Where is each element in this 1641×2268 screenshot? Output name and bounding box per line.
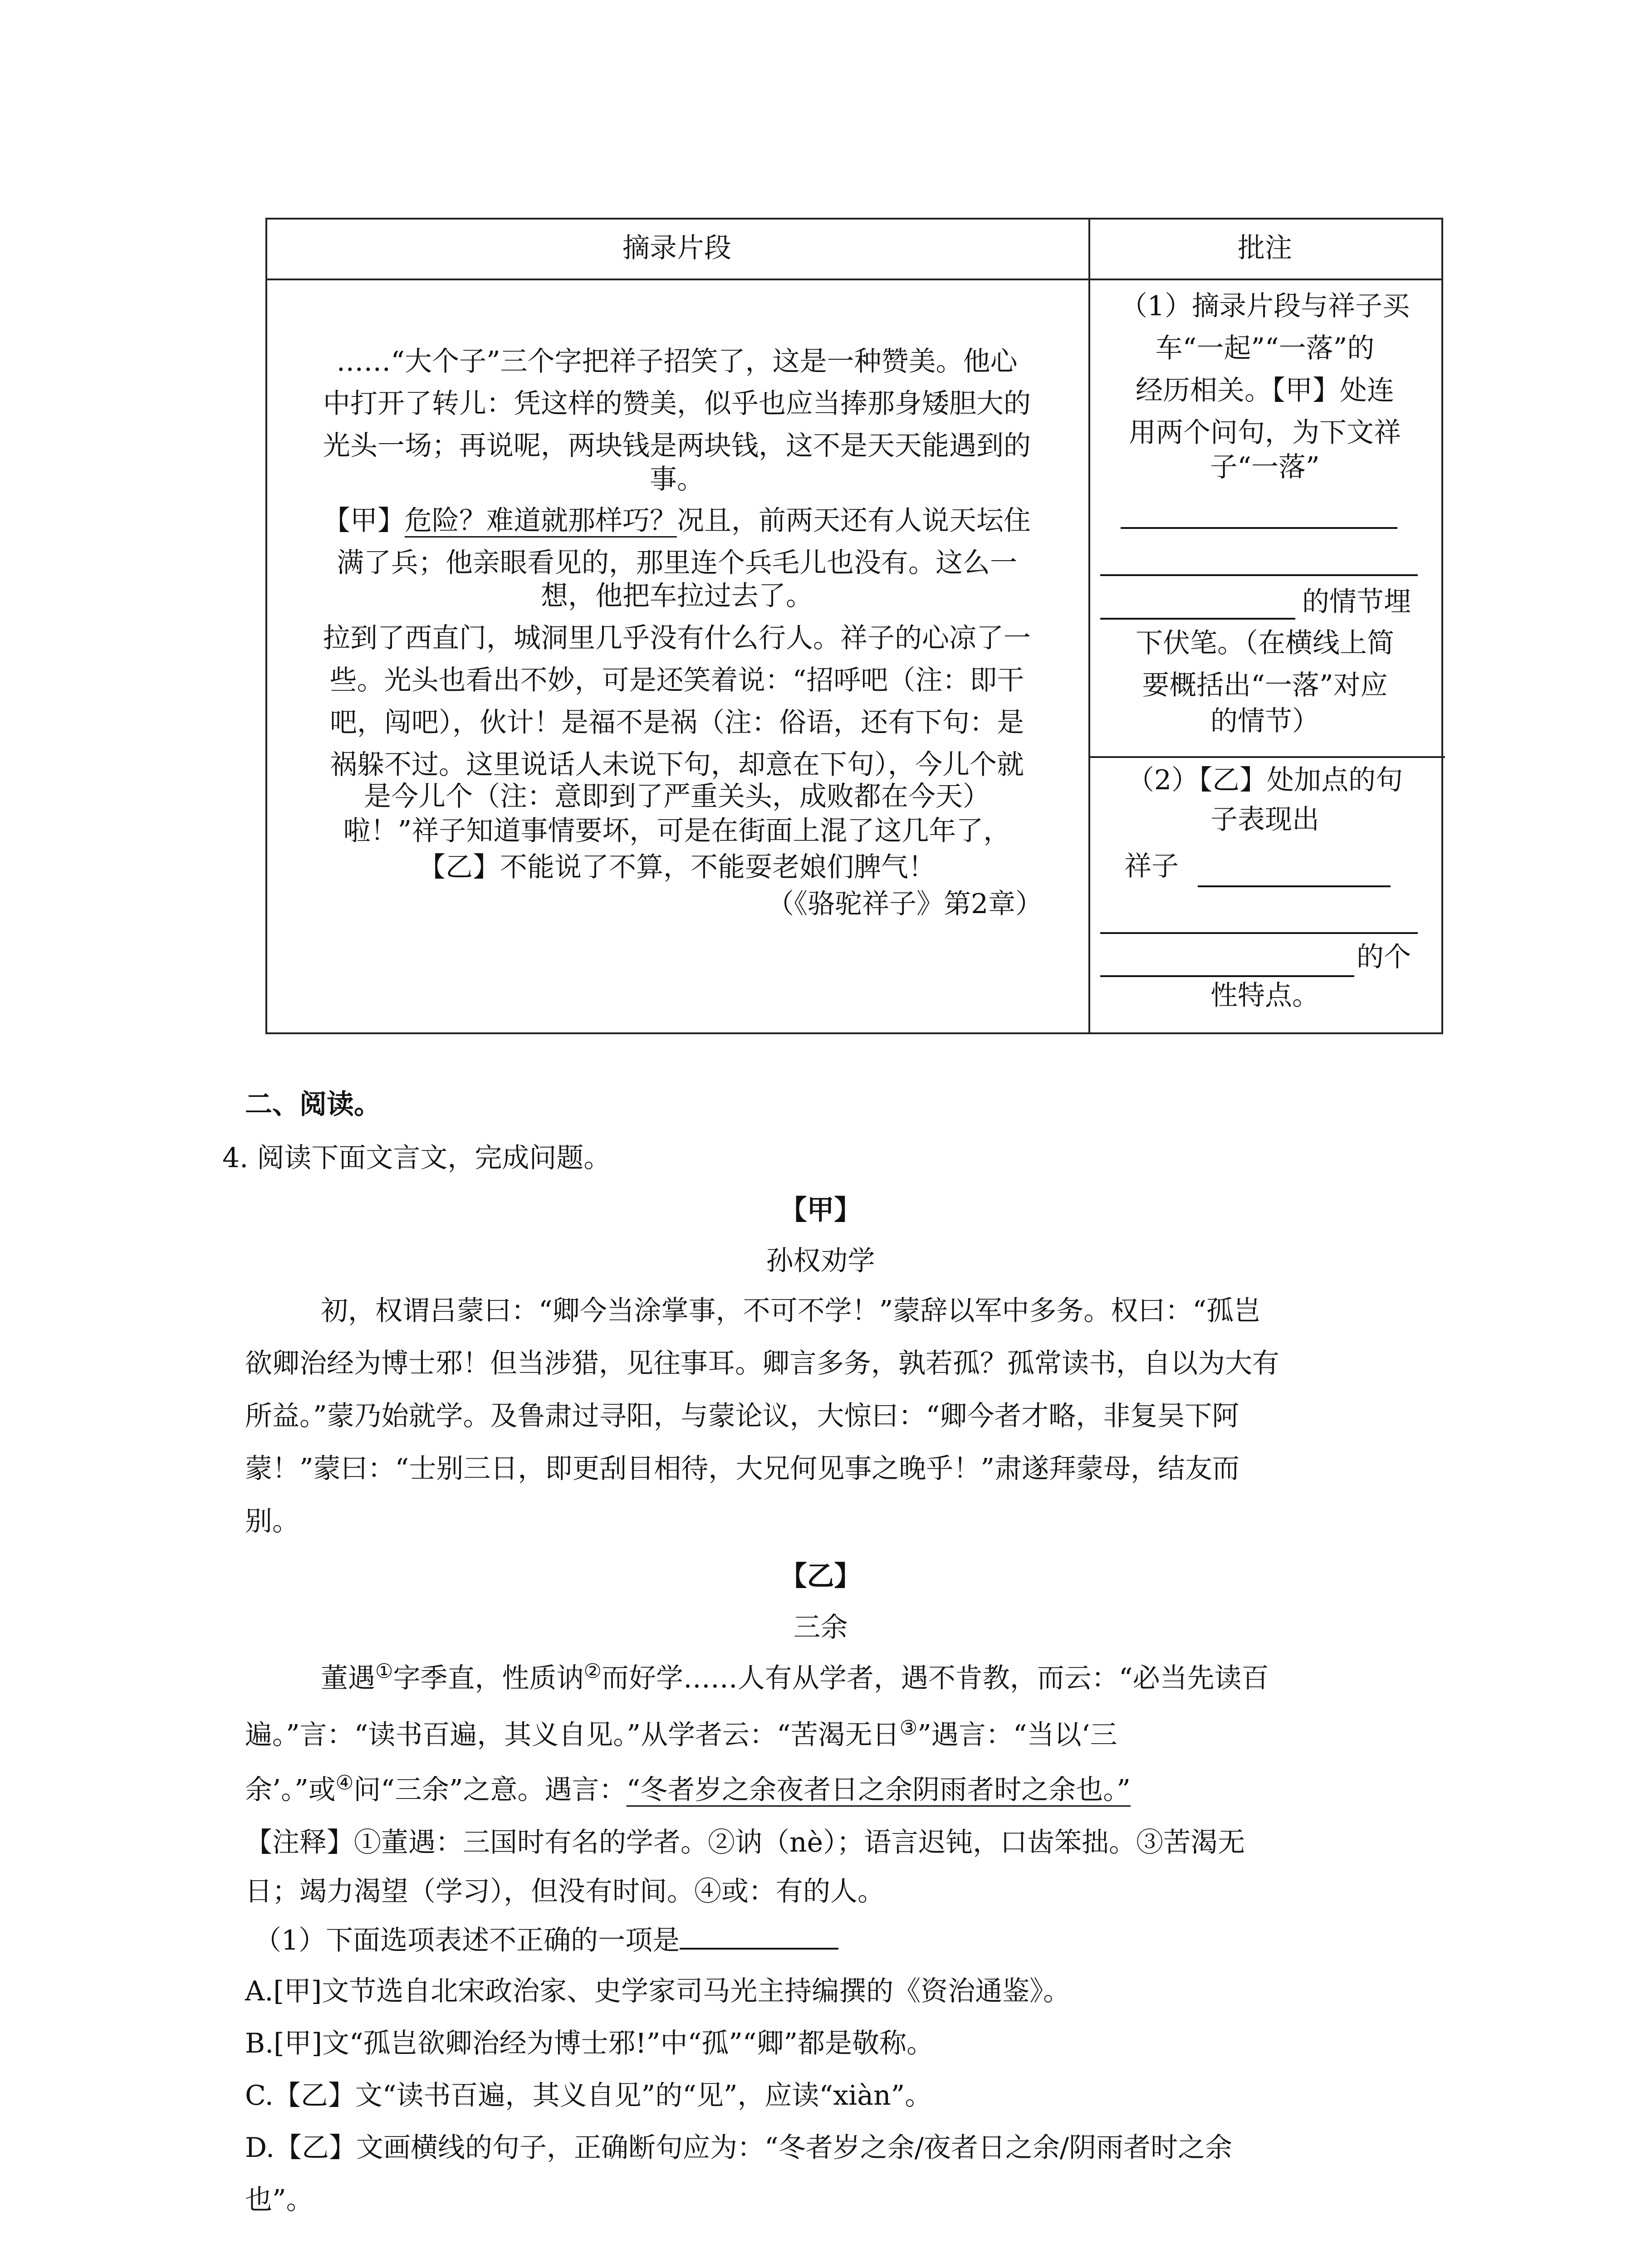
excerpt-line: 是今儿个（注：意即到了严重关头，成败都在今天） (364, 781, 990, 812)
note1-line: 用两个问句，为下文祥 (1129, 417, 1401, 449)
question-1-text: （1）下面选项表述不正确的一项是 (254, 1925, 680, 1956)
table-header-excerpt: 摘录片段 (622, 232, 731, 264)
table-header-annotation: 批注 (1238, 232, 1292, 264)
question-1 (254, 1918, 838, 1963)
section-title: 二、阅读。 (245, 1089, 381, 1120)
excerpt-line: 吧，闯吧），伙计！是福不是祸（注：俗语，还有下句：是 (330, 707, 1024, 738)
annotation-notes-line: 日；竭力渴望（学习），但没有时间。④或：有的人。 (245, 1876, 885, 1907)
passage-jia-title: 孙权劝学 (766, 1245, 875, 1277)
note2-tail: 的个 (1357, 941, 1411, 973)
option-d-continued: 也”。 (245, 2184, 314, 2216)
option-c[interactable]: C.【乙】文“读书百遍，其义自见”的“见”，应读“xiàn”。 (245, 2080, 932, 2112)
option-b[interactable]: B.[甲]文“孤岂欲卿治经为博士邪!”中“孤”“卿”都是敬称。 (245, 2028, 934, 2059)
jia-rest: 况且，前两天还有人说天坛住 (677, 505, 1031, 537)
note1-line: 的情节） (1210, 705, 1319, 737)
option-a[interactable]: A.[甲]文节选自北宋政治家、史学家司马光主持编撰的《资治通鉴》。 (245, 1975, 1071, 2007)
excerpt-line: 想，他把车拉过去了。 (541, 580, 813, 612)
note1-line: （1）摘录片段与祥子买 (1120, 290, 1410, 322)
passage-jia-line: 欲卿治经为博士邪！但当涉猎，见往事耳。卿言多务，孰若孤？孤常读书，自以为大有 (245, 1348, 1279, 1379)
excerpt-line: 中打开了转儿：凭这样的赞美，似乎也应当捧那身矮胆大的 (323, 388, 1031, 420)
passage-yi-line (321, 1656, 1269, 1701)
yi-text: 而好学……人有从学者，遇不肯教，而云：“必当先读百 (601, 1662, 1269, 1694)
excerpt-line: 些。光头也看出不妙，可是还笑着说：“招呼吧（注：即干 (329, 665, 1024, 696)
note2-line: 子表现出 (1210, 804, 1319, 836)
yi-text: 董遇 (321, 1662, 375, 1694)
passage-yi-line (245, 1712, 1117, 1758)
answer-blank-line[interactable] (1100, 574, 1418, 576)
passage-jia-line: 蒙！”蒙曰：“士别三日，即更刮目相待，大兄何见事之晚乎！”肃遂拜蒙母，结友而 (245, 1453, 1240, 1485)
note1-line: 下伏笔。（在横线上简 (1136, 627, 1394, 659)
passage-jia-line: 初，权谓吕蒙曰：“卿今当涂掌事，不可不学！”蒙辞以军中多务。权曰：“孤岂 (321, 1295, 1261, 1327)
footnote-marker-4: ④ (335, 1771, 354, 1794)
excerpt-line: 光头一场；再说呢，两块钱是两块钱，这不是天天能遇到的 (323, 430, 1031, 462)
yi-text: 问“三余”之意。遇言： (353, 1774, 627, 1806)
yi-text: 余’。”或 (245, 1774, 336, 1806)
yi-underlined-sentence: “冬者岁之余夜者日之余阴雨者时之余也。” (626, 1774, 1131, 1806)
answer-blank-line[interactable] (1198, 885, 1391, 887)
footnote-marker-3: ③ (899, 1716, 918, 1740)
passage-jia-label: 【甲】 (779, 1194, 862, 1226)
excerpt-line: ……“大个子”三个字把祥子招笑了，这是一种赞美。他心 (336, 346, 1018, 377)
excerpt-line: 啦！”祥子知道事情要坏，可是在街面上混了这几年了， (343, 815, 1011, 847)
table-header-divider (267, 279, 1441, 280)
answer-blank-line[interactable] (1121, 527, 1397, 529)
excerpt-line: 事。 (650, 464, 704, 495)
note1-line: 要概括出“一落”对应 (1142, 670, 1388, 701)
passage-jia-line: 别。 (245, 1505, 299, 1537)
footnote-marker-2: ② (583, 1660, 602, 1683)
excerpt-line: 拉到了西直门，城洞里几乎没有什么行人。祥子的心凉了一 (323, 622, 1031, 654)
jia-marker: 【甲】 (323, 505, 405, 537)
note1-line: 经历相关。【甲】处连 (1136, 375, 1394, 406)
excerpt-line: 祸躲不过。这里说话人未说下句，却意在下句），今儿个就 (330, 749, 1024, 781)
passage-yi-label: 【乙】 (779, 1560, 862, 1592)
annotation-notes-line: 【注释】①董遇：三国时有名的学者。②讷（nè）；语言迟钝，口齿笨拙。③苦渴无 (245, 1827, 1245, 1858)
note1-tail: 的情节埋 (1302, 586, 1411, 618)
question-1-answer-blank[interactable] (680, 1921, 838, 1950)
note1-line: 子“一落” (1210, 451, 1320, 483)
jia-underlined-questions: 危险？难道就那样巧？ (405, 505, 677, 537)
excerpt-source: （《骆驼祥子》第2章） (767, 888, 1043, 920)
excerpt-yi-line: 【乙】不能说了不算，不能耍老娘们脾气！ (418, 851, 936, 883)
excerpt-jia-line (267, 498, 1087, 543)
note2-xiangzi: 祥子 (1124, 850, 1179, 882)
note2-line: （2）【乙】处加点的句 (1127, 764, 1403, 796)
yi-text: 遍。”言：“读书百遍，其义自见。”从学者云：“苦渴无日 (245, 1719, 900, 1751)
option-d[interactable]: D.【乙】文画横线的句子，正确断句应为：“冬者岁之余/夜者日之余/阴雨者时之余 (245, 2132, 1233, 2164)
passage-yi-title: 三余 (793, 1612, 848, 1643)
excerpt-line: 满了兵；他亲眼看见的，那里连个兵毛儿也没有。这么一 (337, 547, 1017, 579)
answer-blank-line[interactable] (1100, 932, 1418, 934)
answer-blank-line[interactable] (1100, 618, 1295, 620)
footnote-marker-1: ① (375, 1660, 393, 1683)
yi-text: ”遇言：“当以‘三 (917, 1719, 1117, 1751)
yi-text: 字季直，性质讷 (393, 1662, 584, 1694)
question-4-title: 4. 阅读下面文言文，完成问题。 (222, 1142, 611, 1174)
passage-yi-line (245, 1767, 1131, 1813)
note1-line: 车“一起”“一落”的 (1155, 332, 1375, 364)
passage-jia-line: 所益。”蒙乃始就学。及鲁肃过寻阳，与蒙论议，大惊曰：“卿今者才略，非复吴下阿 (245, 1400, 1239, 1432)
note2-line: 性特点。 (1210, 980, 1319, 1012)
